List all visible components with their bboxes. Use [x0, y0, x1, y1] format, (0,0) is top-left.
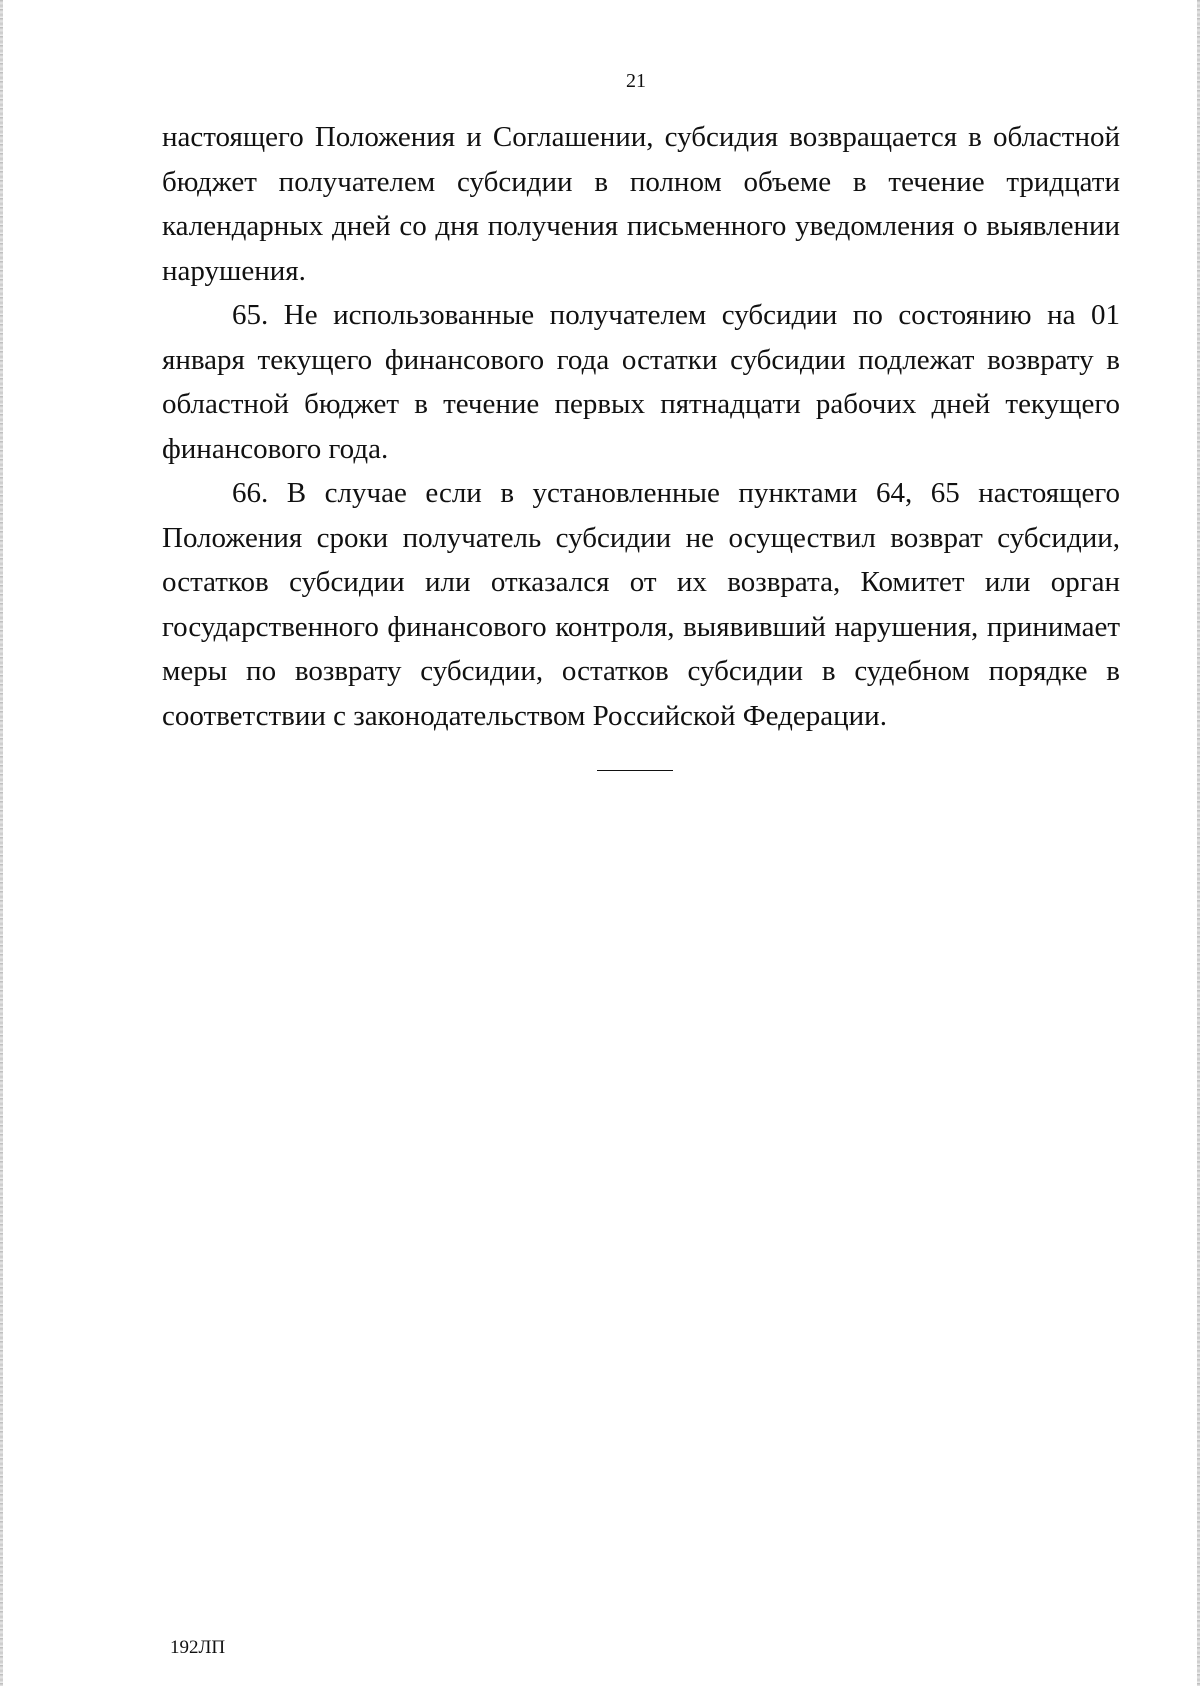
page-number: 21 [626, 70, 646, 92]
document-code: 192ЛП [170, 1637, 226, 1658]
scan-edge-left [0, 0, 3, 1686]
end-of-document-rule [597, 770, 673, 771]
paragraph-66: 66. В случае если в установленные пунктами 64, 65 настоящего Положения сроки получатель субсидии не осуществил возврат субсидии, остатков субсидии или отказался от их возврата, Комитет или орган государственного финансового контроля, выявивший нарушения, принимает меры по возврату субсидии, остатков субсидии в судебном порядке в соответствии с законодательством Российской Федерации. [162, 477, 1120, 732]
paragraph-continuation: настоящего Положения и Соглашении, субсидия возвращается в областной бюджет получателем субсидии в полном объеме в течение тридцати календарных дней со дня получения письменного уведомления о выявлении нарушения. [162, 121, 1120, 287]
document-body [162, 115, 1120, 738]
paragraph-65: 65. Не использованные получателем субсидии по состоянию на 01 января текущего финансового года остатки субсидии подлежат возврату в областной бюджет в течение первых пятнадцати рабочих дней текущего финансового года. [162, 299, 1120, 465]
